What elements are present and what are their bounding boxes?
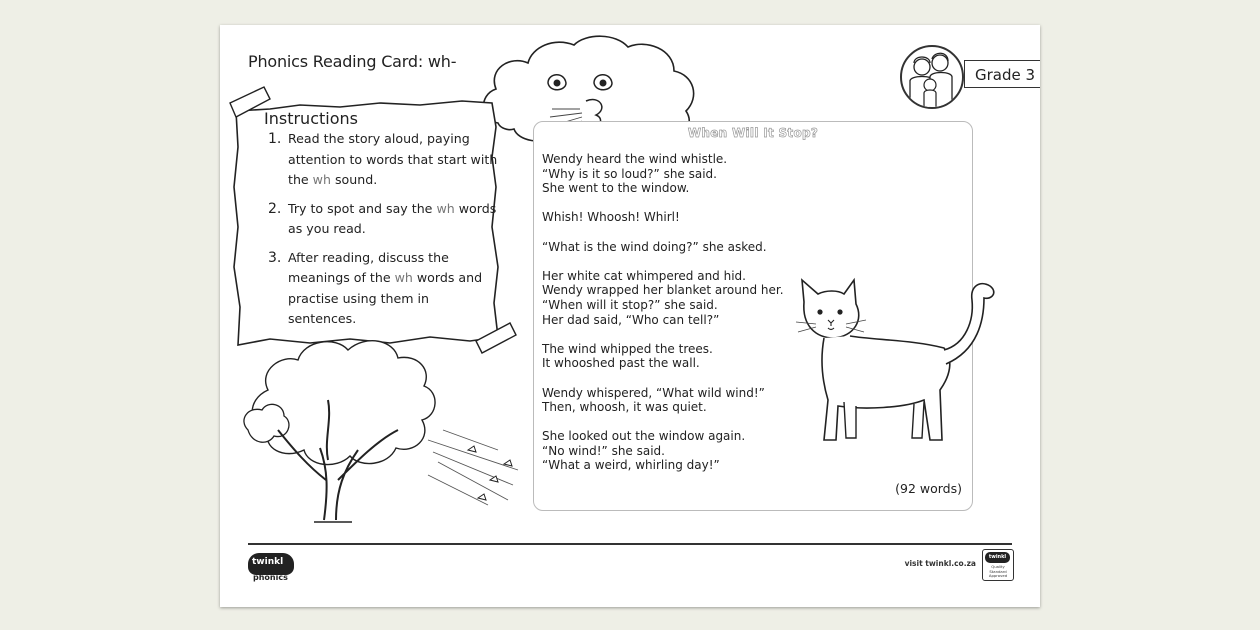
story-line: “No wind!” she said. (542, 443, 665, 458)
instruction-number: 3. (268, 249, 282, 266)
story-line: She went to the window. (542, 181, 690, 196)
instruction-item (268, 129, 498, 191)
story-line: Her white cat whimpered and hid. (542, 268, 746, 283)
family-portrait-icon (900, 45, 964, 109)
logo-text: twinkl (252, 557, 284, 567)
instructions-heading: Instructions (264, 109, 358, 128)
instruction-number: 1. (268, 131, 282, 147)
story-line: “What is the wind doing?” she asked. (542, 239, 767, 254)
story-line: Wendy heard the wind whistle. (542, 152, 728, 166)
instruction-number: 2. (268, 200, 282, 217)
page-title: Phonics Reading Card: wh- (248, 52, 457, 71)
story-line: “What a weird, whirling day!” (542, 458, 720, 473)
story-line: Wendy wrapped her blanket around her. (542, 283, 784, 298)
story-line: “Why is it so loud?” she said. (542, 166, 717, 181)
story-line: She looked out the window again. (542, 429, 746, 444)
visit-link[interactable]: visit twinkl.co.za (904, 559, 976, 568)
logo-subtext: phonics (253, 573, 288, 582)
story-line: Wendy whispered, “What wild wind!” (542, 385, 765, 400)
story-line: It whooshed past the wall. (542, 356, 700, 371)
instruction-text: words and practise using them in sentences. (288, 270, 483, 326)
instruction-text: Read the story aloud, paying attention to words that start with the (288, 131, 498, 187)
instruction-item (268, 199, 498, 240)
wh-highlight: wh (436, 200, 455, 216)
badge-brand: twinkl (985, 552, 1010, 563)
quality-badge-icon (982, 549, 1014, 581)
story-line: Whish! Whoosh! Whirl! (542, 210, 680, 225)
story-line: “When will it stop?” she said. (542, 297, 718, 312)
instruction-text: words as you read. (288, 200, 497, 236)
grade-label: Grade 3 (964, 60, 1040, 88)
instruction-item (268, 248, 498, 330)
windswept-tree-icon (228, 330, 533, 530)
cat-icon (794, 280, 1004, 450)
story-line: Her dad said, “Who can tell?” (542, 312, 720, 327)
story-title: When Will It Stop? (687, 126, 819, 140)
story-line: The wind whipped the trees. (542, 341, 713, 356)
story-text (542, 152, 784, 473)
word-count: (92 words) (895, 481, 962, 496)
footer-divider (248, 543, 1012, 545)
instruction-text: Try to spot and say the (288, 200, 437, 216)
reading-card-sheet (220, 25, 1040, 607)
twinkl-phonics-logo (248, 553, 294, 583)
wh-highlight: wh (312, 172, 331, 187)
instructions-list (268, 129, 498, 338)
badge-caption: Quality Standard Approved (988, 564, 1008, 578)
grade-badge (900, 45, 1040, 105)
instruction-text: sound. (330, 172, 378, 187)
wh-highlight: wh (394, 270, 413, 285)
story-line: Then, whoosh, it was quiet. (542, 400, 707, 415)
instruction-text: After reading, discuss the meanings of the (288, 249, 449, 285)
